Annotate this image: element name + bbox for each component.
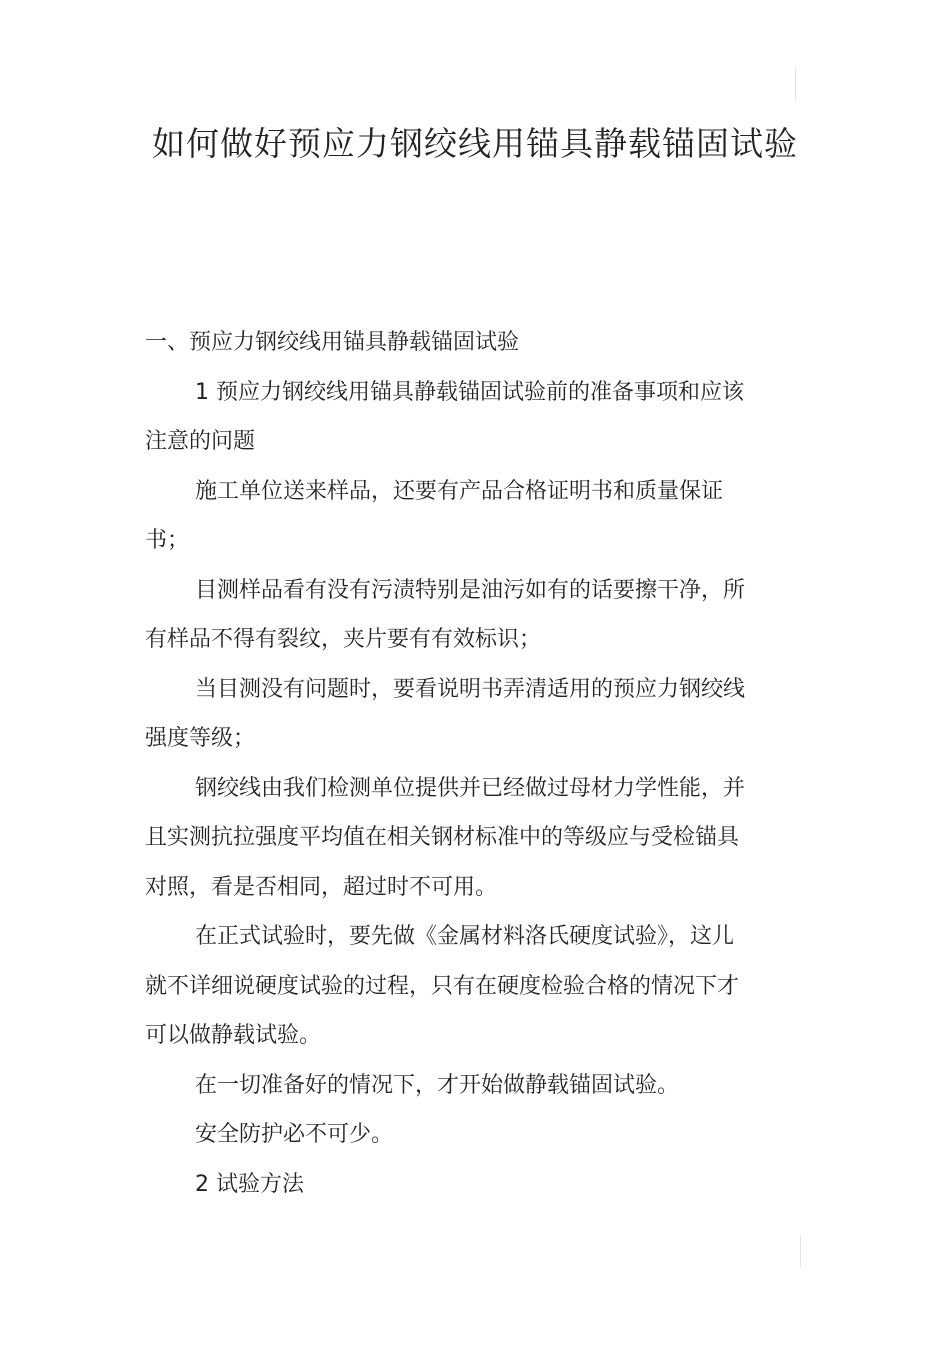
paragraph: 目测样品看有没有污渍特别是油污如有的话要擦干净，所有样品不得有裂纹，夹片要有有效标识； <box>145 577 746 652</box>
paragraph: 在一切准备好的情况下，才开始做静载锚固试验。 <box>195 1072 680 1098</box>
subsection-heading: 2 试验方法 <box>195 1171 304 1197</box>
paragraph: 施工单位送来样品，还要有产品合格证明书和质量保证书； <box>145 478 724 553</box>
paragraph: 当目测没有问题时，要看说明书弄清适用的预应力钢绞线强度等级； <box>145 676 746 751</box>
paragraph: 在正式试验时，要先做《金属材料洛氏硬度试验》，这儿就不详细说硬度试验的过程，只有在硬度检验合格的情况下才可以做静载试验。 <box>145 924 740 1048</box>
page-edge-mark-top <box>795 68 796 100</box>
document-body <box>145 318 745 1209</box>
page-edge-mark-bottom <box>800 1235 801 1267</box>
section-heading: 一、预应力钢绞线用锚具静载锚固试验 <box>145 330 520 355</box>
paragraph: 安全防护必不可少。 <box>195 1122 394 1147</box>
document-title: 如何做好预应力钢绞线用锚具静载锚固试验 <box>152 124 798 163</box>
subsection-heading: 1 预应力钢绞线用锚具静载锚固试验前的准备事项和应该注意的问题 <box>145 379 744 454</box>
paragraph: 钢绞线由我们检测单位提供并已经做过母材力学性能，并且实测抗拉强度平均值在相关钢材标准中的等级应与受检锚具对照，看是否相同，超过时不可用。 <box>145 775 746 900</box>
